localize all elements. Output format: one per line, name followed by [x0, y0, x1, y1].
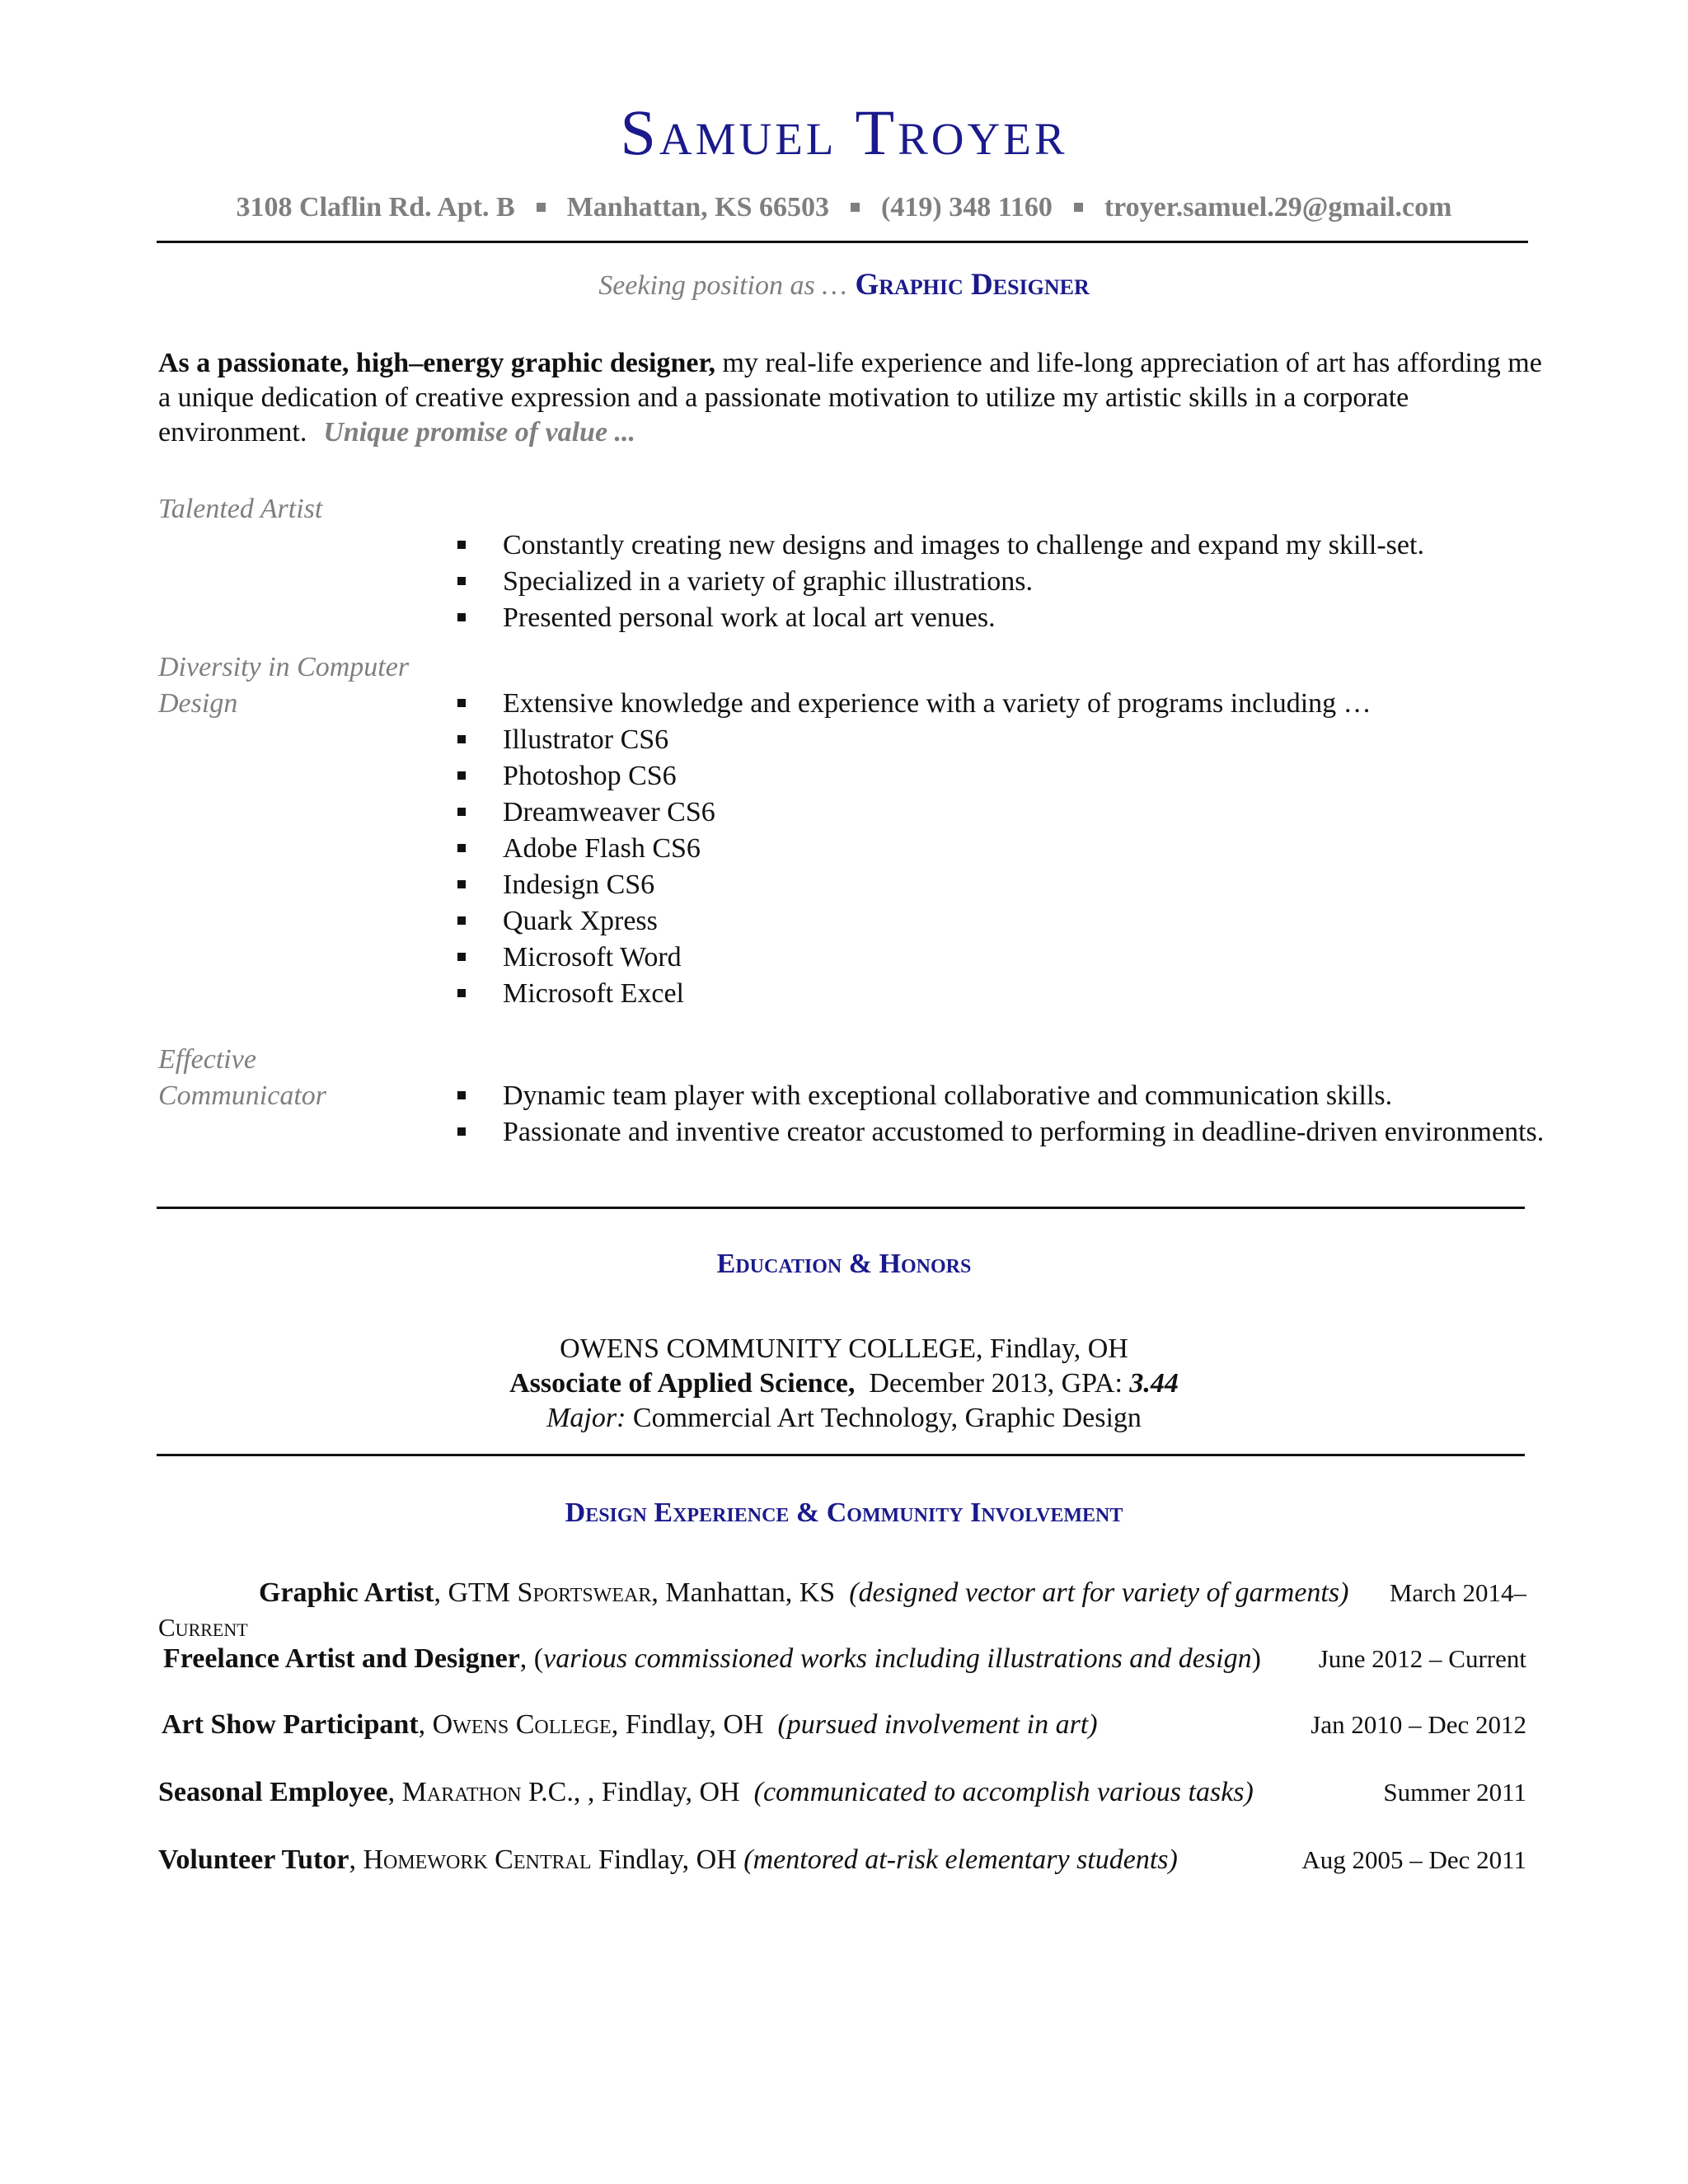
experience-role: Art Show Participant: [162, 1709, 419, 1740]
education-major-line: [0, 1401, 1688, 1436]
experience-entry: Freelance Artist and Designer, (various commissioned works including illustrations and design) June 2012 – Current: [158, 1642, 1526, 1676]
contact-line: [0, 191, 1688, 225]
separator-square-icon: [537, 203, 546, 212]
experience-org: Owens College: [432, 1709, 612, 1740]
education-major: Commercial Art Technology, Graphic Design: [632, 1403, 1142, 1433]
list-item: Photoshop CS6: [457, 758, 1545, 794]
experience-entry: Art Show Participant, Owens College, Findlay, OH (pursued involvement in art) Jan 2010 – Dec 2012: [158, 1708, 1526, 1742]
experience-description: various commissioned works including illustrations and design: [543, 1643, 1252, 1674]
list-item: Microsoft Word: [457, 940, 1545, 976]
bullet-square-icon: [457, 953, 466, 961]
experience-date: June 2012 – Current: [1318, 1644, 1526, 1673]
phone: (419) 348 1160: [881, 192, 1053, 223]
skill-label-computer-design: Diversity in Computer Design: [158, 652, 410, 719]
list-item: Constantly creating new designs and images to challenge and expand my skill-set.: [457, 527, 1545, 564]
bullet-square-icon: [457, 771, 466, 780]
education-degree-detail: December 2013, GPA:: [869, 1368, 1123, 1399]
experience-description: (designed vector art for variety of garments): [849, 1577, 1349, 1608]
education-degree: Associate of Applied Science,: [509, 1368, 856, 1399]
experience-role: Seasonal Employee: [158, 1777, 388, 1807]
experience-date-continued: Current: [158, 1613, 248, 1642]
skill-label-communicator: Effective Communicator: [158, 1044, 326, 1111]
bullet-square-icon: [457, 989, 466, 997]
bullet-square-icon: [457, 844, 466, 852]
header-divider: [157, 241, 1528, 243]
experience-title: Design Experience & Community Involvement: [565, 1497, 1123, 1528]
bullet-square-icon: [457, 541, 466, 549]
education-major-label: Major:: [546, 1403, 626, 1433]
experience-entry: Seasonal Employee, Marathon P.C., , Findlay, OH (communicated to accomplish various tasks) Summer 2011: [158, 1775, 1526, 1810]
objective: [0, 267, 1688, 303]
separator-square-icon: [1074, 203, 1083, 212]
summary-body: my real-life experience and life-long appreciation of art has affording me a unique dedication of creative expression and a passionate motivation to utilize my artistic skills in a corporate environment.: [158, 348, 1542, 448]
bullet-square-icon: [457, 880, 466, 888]
list-item: Passionate and inventive creator accustomed to performing in deadline-driven environments.: [457, 1114, 1545, 1151]
education-degree-line: [0, 1366, 1688, 1401]
summary-paragraph: [158, 346, 1551, 450]
bullet-square-icon: [457, 577, 466, 585]
experience-location: Findlay, OH: [601, 1777, 740, 1807]
section-divider: [157, 1207, 1525, 1209]
summary-lead: As a passionate, high–energy graphic designer,: [158, 348, 715, 378]
section-divider: [157, 1454, 1525, 1456]
experience-description: (pursued involvement in art): [777, 1709, 1098, 1740]
experience-role: Freelance Artist and Designer: [163, 1643, 520, 1674]
experience-location: Manhattan, KS: [665, 1577, 836, 1608]
separator-square-icon: [851, 203, 860, 212]
experience-date: Summer 2011: [1383, 1778, 1526, 1807]
skill-list-computer-design: [457, 686, 1545, 1012]
list-item: Adobe Flash CS6: [457, 831, 1545, 867]
experience-org: Homework Central: [363, 1844, 592, 1875]
city: Manhattan, KS 66503: [566, 192, 830, 223]
experience-org: Marathon P.C., ,: [401, 1777, 595, 1807]
list-item: Presented personal work at local art venues.: [457, 600, 1545, 636]
experience-description: (mentored at-risk elementary students): [743, 1844, 1178, 1875]
list-item: Specialized in a variety of graphic illustrations.: [457, 564, 1545, 600]
experience-entry: Graphic Artist, GTM Sportswear, Manhattan, KS (designed vector art for variety of garments) March 2014–: [158, 1576, 1526, 1610]
objective-label: Seeking position as …: [598, 270, 847, 301]
experience-date: Aug 2005 – Dec 2011: [1301, 1845, 1526, 1874]
education-school: OWENS COMMUNITY COLLEGE, Findlay, OH: [560, 1333, 1128, 1364]
list-item: Microsoft Excel: [457, 976, 1545, 1012]
objective-position: Graphic Designer: [855, 268, 1090, 302]
bullet-square-icon: [457, 808, 466, 816]
candidate-name: Samuel Troyer: [620, 96, 1068, 168]
bullet-square-icon: [457, 1127, 466, 1136]
bullet-square-icon: [457, 735, 466, 743]
bullet-square-icon: [457, 1091, 466, 1099]
list-item: Quark Xpress: [457, 903, 1545, 940]
skill-list-talented-artist: [457, 527, 1545, 636]
experience-role: Volunteer Tutor: [158, 1844, 349, 1875]
experience-entry: Volunteer Tutor, Homework Central Findlay, OH (mentored at-risk elementary students) Aug 2005 – Dec 2011: [158, 1843, 1526, 1877]
list-item: Dreamweaver CS6: [457, 794, 1545, 831]
list-item: Dynamic team player with exceptional collaborative and communication skills.: [457, 1078, 1545, 1114]
list-item: Extensive knowledge and experience with a variety of programs including …: [457, 686, 1545, 722]
experience-date: March 2014–: [1389, 1578, 1526, 1607]
list-item: Indesign CS6: [457, 867, 1545, 903]
education-gpa: 3.44: [1129, 1368, 1179, 1399]
bullet-square-icon: [457, 613, 466, 621]
experience-location: Findlay, OH: [625, 1709, 764, 1740]
summary-promise: Unique promise of value ...: [323, 417, 636, 448]
list-item: Illustrator CS6: [457, 722, 1545, 758]
skill-label-talented-artist: Talented Artist: [158, 494, 323, 524]
address: 3108 Claflin Rd. Apt. B: [236, 192, 515, 223]
experience-description: (communicated to accomplish various tasks): [753, 1777, 1254, 1807]
experience-role: Graphic Artist: [259, 1577, 434, 1608]
education-title: Education & Honors: [716, 1249, 972, 1279]
email[interactable]: troyer.samuel.29@gmail.com: [1104, 192, 1452, 223]
bullet-square-icon: [457, 916, 466, 925]
experience-location: Findlay, OH: [598, 1844, 737, 1875]
skill-list-communicator: [457, 1078, 1545, 1151]
experience-org: GTM Sportswear: [448, 1577, 652, 1608]
bullet-square-icon: [457, 699, 466, 707]
experience-date: Jan 2010 – Dec 2012: [1311, 1710, 1526, 1739]
